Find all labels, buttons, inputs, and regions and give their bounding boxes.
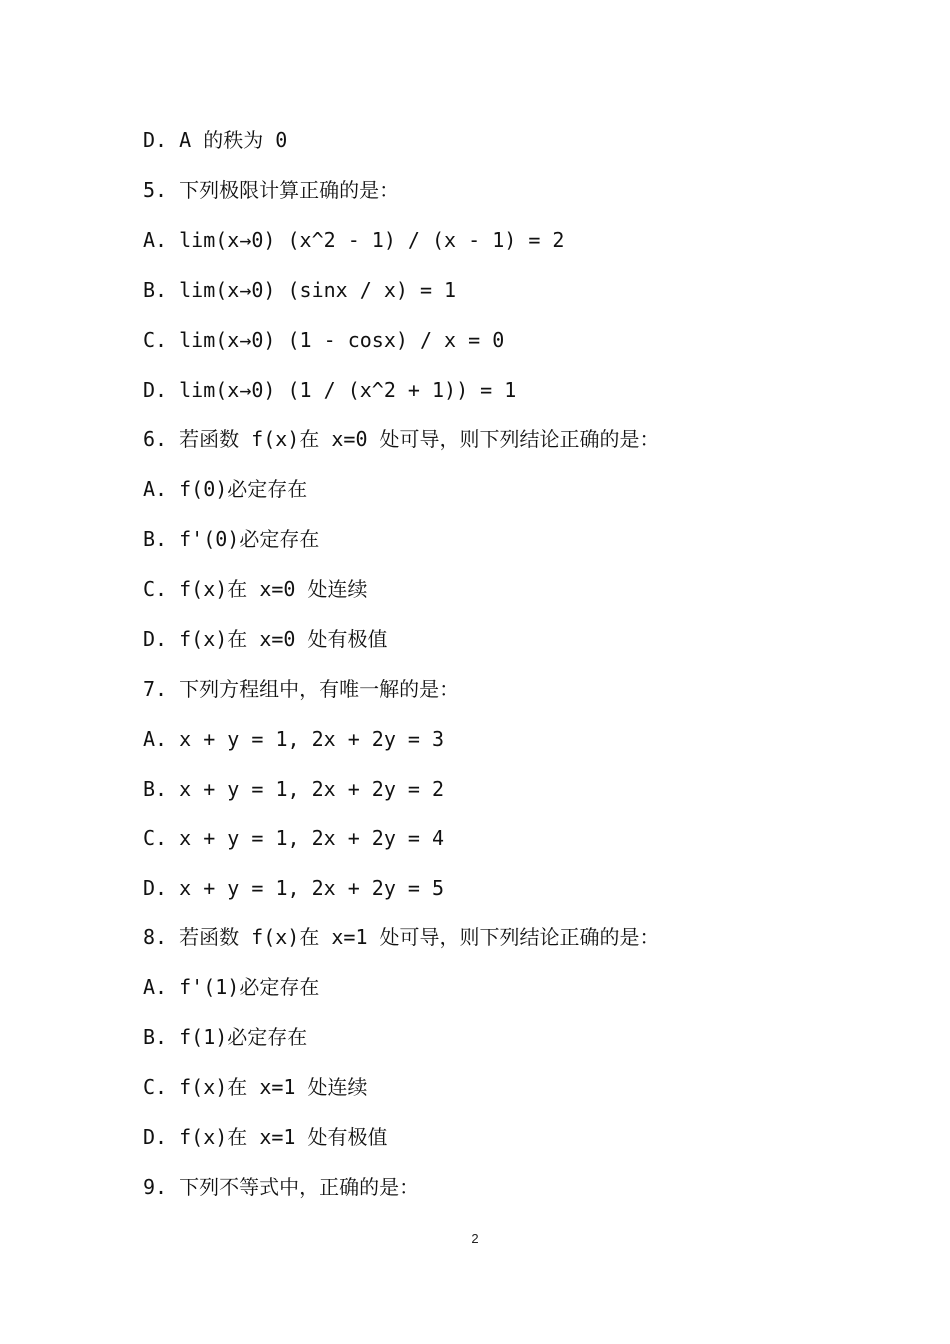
- option-line-7a: A. x + y = 1, 2x + 2y = 3: [143, 727, 445, 751]
- option-line-6c: C. f(x)在 x=0 处连续: [143, 577, 368, 601]
- option-line-5d: D. lim(x→0) (1 / (x^2 + 1)) = 1: [143, 378, 517, 402]
- option-line-6a: A. f(0)必定存在: [143, 477, 308, 501]
- option-line-7b: B. x + y = 1, 2x + 2y = 2: [143, 777, 445, 801]
- option-line-5b: B. lim(x→0) (sinx / x) = 1: [143, 278, 457, 302]
- option-line-5a: A. lim(x→0) (x^2 - 1) / (x - 1) = 2: [143, 228, 565, 252]
- option-line-6d: D. f(x)在 x=0 处有极值: [143, 627, 388, 651]
- option-line-8a: A. f'(1)必定存在: [143, 975, 320, 999]
- question-line-7: 7. 下列方程组中，有唯一解的是：: [143, 677, 460, 701]
- option-line-6b: B. f'(0)必定存在: [143, 527, 320, 551]
- option-line-8d: D. f(x)在 x=1 处有极值: [143, 1125, 388, 1149]
- page-number: 2: [471, 1231, 479, 1246]
- option-line-7c: C. x + y = 1, 2x + 2y = 4: [143, 826, 445, 850]
- question-line-6: 6. 若函数 f(x)在 x=0 处可导，则下列结论正确的是：: [143, 427, 660, 451]
- option-line-8b: B. f(1)必定存在: [143, 1025, 308, 1049]
- question-line-9: 9. 下列不等式中，正确的是：: [143, 1175, 420, 1199]
- option-line-7d: D. x + y = 1, 2x + 2y = 5: [143, 876, 445, 900]
- option-line-8c: C. f(x)在 x=1 处连续: [143, 1075, 368, 1099]
- question-line-5: 5. 下列极限计算正确的是：: [143, 178, 400, 202]
- option-line-4d: D. A 的秩为 0: [143, 128, 288, 152]
- option-line-5c: C. lim(x→0) (1 - cosx) / x = 0: [143, 328, 505, 352]
- question-line-8: 8. 若函数 f(x)在 x=1 处可导，则下列结论正确的是：: [143, 925, 660, 949]
